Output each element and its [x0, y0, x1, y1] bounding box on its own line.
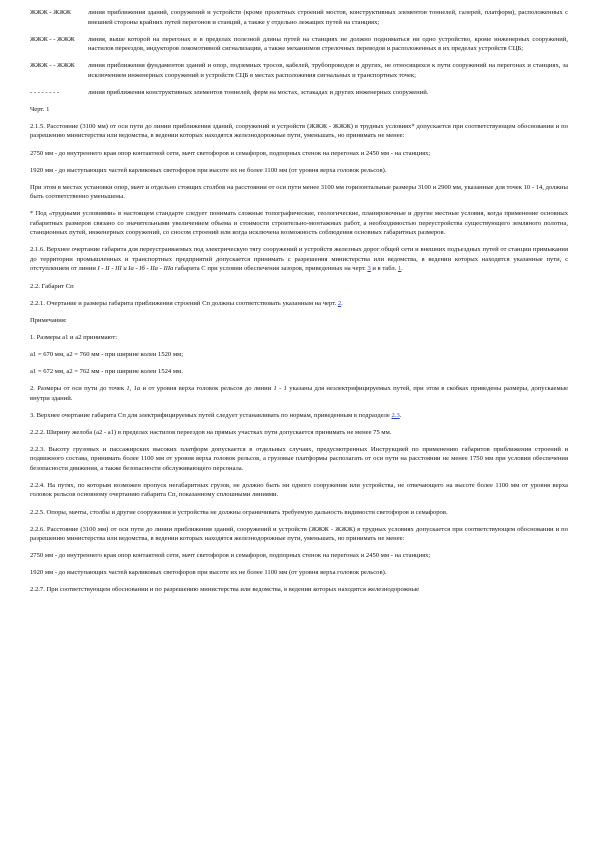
note-1: 1. Размеры а1 и а2 принимают: — [30, 333, 118, 341]
note-3 — [30, 411, 568, 421]
paragraph-text: 3. Верхнее очертание габарита Сп для электрифицируемых путей следует устанавливать по нормам, приведенным в подразделе — [30, 411, 392, 419]
note-1-a: а1 = 670 мм, а2 = 760 мм - при ширине колеи 1520 мм; — [30, 350, 184, 358]
paragraph-text: 2. Размеры от оси пути до точек — [30, 385, 127, 393]
legend-description: линия, выше которой на перегонах и в пределах полезной длины путей на станциях не должно подниматься ни одно устройство, кроме инженерных сооружений, настилов переездов, индукторов локомотивной сигнализации, а также механизмов стрелочных переводов и расположенных в их пределах устройств СЦБ; — [88, 35, 568, 53]
note-1-b: а1 = 672 мм, а2 = 762 мм - при ширине колеи 1524 мм. — [30, 368, 183, 375]
paragraph-text: габарита С при условии обеспечения зазоров, приведенных на черт. — [173, 265, 368, 273]
paragraph-2-2-6-a: 2750 мм - до внутреннего края опор контактной сети, мачт светофоров и семафоров, подпорных стенок на перегонах и 2450 мм - на станциях; — [30, 552, 431, 560]
section-heading-2-2: 2.2. Габарит Сп — [30, 282, 74, 290]
paragraph-text: и от уровня верха головок рельсов до линии — [140, 385, 274, 393]
legend-line-3 — [30, 61, 568, 80]
legend-description: линия приближения зданий, сооружений и устройств (кроме пролетных строений мостов, конструктивных элементов тоннелей, галерей, платформ), расположенных с внешней стороны крайних путей перегонов и станций, а также у отдельно лежащих путей на станциях; — [88, 9, 568, 26]
paragraph-italic: I - II - III и Iа - Iб - IIа - IIIа — [97, 265, 174, 273]
paragraph-text: 2.1.6. Верхнее очертание габарита для переустраиваемых под электрическую тягу сооружений и устройств железных дорог общей сети и внешних подъездных путей от станции примыкания до территории промышленных и транспортных предприятий допускается принимать с разрешения министерства или ведомства, в ведении которых находятся указанные пути, с отступлением от линии — [30, 246, 568, 273]
paragraph-2-2-2: 2.2.2. Ширину желоба (а2 - а1) в пределах настилов переездов на прямых участках пути допускается принимать не менее 75 мм. — [30, 428, 392, 436]
paragraph-italic: 1, 1а — [126, 385, 141, 393]
subsection-2-3-link[interactable]: 2.3 — [391, 411, 400, 419]
legend-description: линия приближения конструктивных элементов тоннелей, ферм на мостах, эстакадах и других инженерных сооружений. — [88, 88, 429, 96]
paragraph-2-2-6: 2.2.6. Расстояние (3100 мм) от оси пути до линии приближения зданий, сооружений и устройств (ЖЖЖ - ЖЖЖ) в трудных условиях допускается при соответствующем обосновании и по разрешению министерства или ведомства, в ведении которых находятся железнодорожные пути, уменьшать, но принимать не менее: — [30, 525, 568, 543]
paragraph-2-1-5-b: 1920 мм - до выступающих частей карликовых светофоров при высоте их не более 1100 мм (от уровня верха головок рельсов). — [30, 166, 387, 174]
chart-label: Черт. 1 — [30, 105, 50, 113]
paragraph-2-1-6 — [30, 245, 568, 274]
legend-description: линия приближения фундаментов зданий и опор, подземных тросов, кабелей, трубопроводов и других, не относящихся к пути сооружений на перегонах и станциях, за исключением инженерных сооружений и устройств СЦБ в местах расположения сигнальных и транспортных точек; — [88, 62, 568, 79]
paragraph-text: 2.2.1. Очертание и размеры габарита приближения строений Сп должны соответствовать указанным на черт. — [30, 299, 338, 307]
note-2 — [30, 384, 568, 403]
legend-line-4 — [30, 88, 568, 98]
paragraph-text: . — [341, 299, 343, 307]
paragraph-2-2-7: 2.2.7. При соответствующем обосновании и по разрешению министерства или ведомства, в ведении которых находятся железнодорожные — [30, 586, 420, 594]
paragraph-2-1-5: 2.1.5. Расстояние (3100 мм) от оси пути до линии приближения зданий, сооружений и устройств (ЖЖЖ - ЖЖЖ) в трудных условиях* допускается при соответствующем обосновании и по разрешению министерства или ведомства, в ведении которых находятся железнодорожные пути, уменьшать, но принимать не менее: — [30, 122, 568, 140]
paragraph-2-2-5: 2.2.5. Опоры, мачты, столбы и другие сооружения и устройства не должны ограничивать требуемую дальность видимости светофоров и семафоров. — [30, 508, 448, 516]
paragraph-text: . — [401, 265, 403, 273]
legend-term: - - - - - - - - — [30, 88, 60, 96]
legend-line-2 — [30, 35, 568, 54]
paragraph-2-2-1 — [30, 299, 568, 309]
notes-label: Примечания: — [30, 316, 67, 324]
legend-term: ЖЖЖ - - ЖЖЖ — [30, 62, 75, 70]
paragraph-text: указаны для неэлектрифицируемых путей, при этом в скобках приведены размеры, допускаемые внутри зданий. — [30, 385, 569, 402]
table-1-link[interactable]: 1 — [398, 265, 402, 273]
legend-term: ЖЖЖ - ЖЖЖ — [30, 9, 71, 16]
paragraph-2-2-3: 2.2.3. Высоту грузовых и пассажирских высоких платформ допускается в отдельных случаях, предусмотренных Инструкцией по применению габаритов приближения строений и подвижного состава, принимать более 1100 мм от уровня верха головок рельсов, а грузовые платформы располагать от оси пути на расстоянии не менее 1750 мм при условии обеспечения безопасности движения, а также безопасности обслуживающего персонала. — [30, 445, 568, 472]
paragraph-2-1-5-a: 2750 мм - до внутреннего края опор контактной сети, мачт светофоров и семафоров, подпорных стенок на перегонах и 2450 мм - на станциях; — [30, 149, 431, 157]
paragraph-text: и в табл. — [370, 265, 398, 273]
legend-line-1 — [30, 8, 568, 27]
footnote: * Под «трудными условиями» в настоящем стандарте следует понимать сложные топографические, геологические, планировочные и другие местные условия, когда применение основных габаритных размеров связано со значительными увеличением объема и стоимости строительно-монтажных работ, а необходимостью переустройства существующего земляного полотна, станционных путей, инженерных сооружений, со сносом строений или когда исключена возможность соблюдения основных габаритных размеров. — [30, 210, 568, 237]
paragraph-italic: 1 - 1 — [273, 385, 287, 393]
paragraph-2-1-5-c: При этом в местах установки опор, мачт и отдельно стоящих столбов на расстоянии от оси пути менее 3100 мм горизонтальные размеры 3100 и 2900 мм, указанные для точек 10 - 14, должны быть соответственно уменьшены. — [30, 183, 568, 201]
legend-term: ЖЖЖ - - ЖЖЖ — [30, 35, 75, 43]
paragraph-text: . — [399, 411, 402, 419]
paragraph-2-2-6-b: 1920 мм - до выступающих частей карликовых светофоров при высоте их не более 1100 мм (от уровня верха головок рельсов). — [30, 569, 387, 577]
chart-2-link[interactable]: 2 — [337, 299, 342, 307]
chart-3-link[interactable]: 3 — [367, 265, 371, 273]
paragraph-2-2-4: 2.2.4. На путях, по которым возможен пропуск негабаритных грузов, не должно быть ни одного сооружения или устройства, не отвечающего на высоте более 1100 мм от уровня верха головок рельсов основному очертанию габарита Сп, показанному сплошными линиями. — [30, 481, 568, 499]
document-page — [30, 8, 568, 603]
